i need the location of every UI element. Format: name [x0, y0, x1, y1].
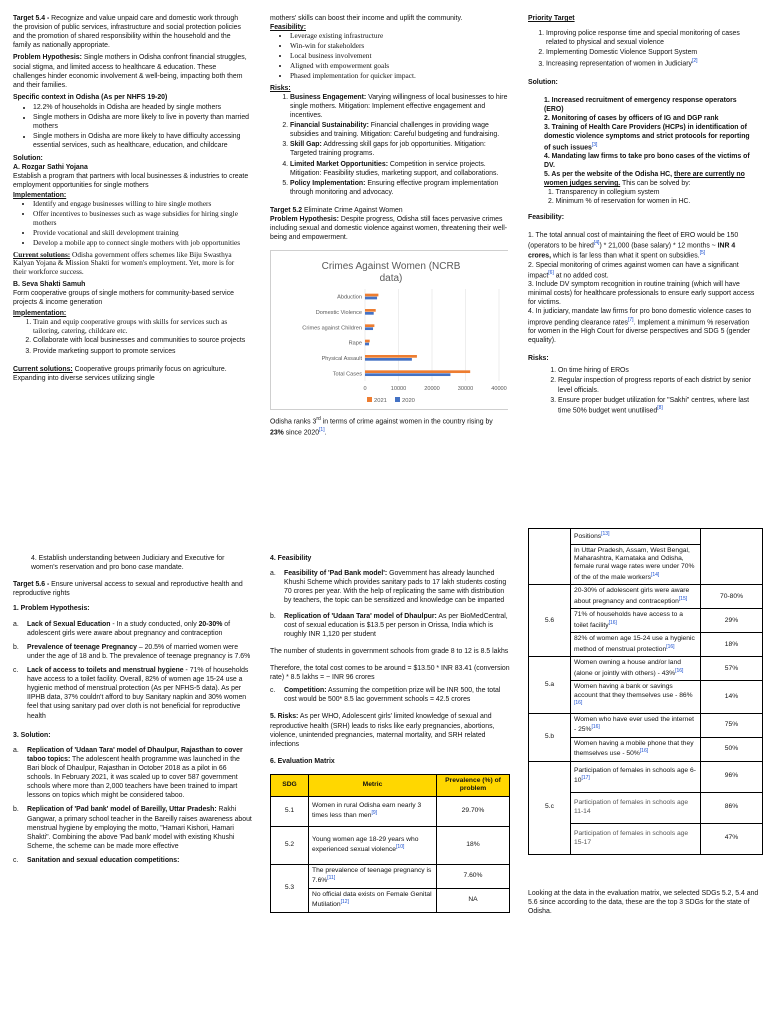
value-cell: 47%: [701, 823, 763, 854]
metric-cell: Women having a mobile phone that they themselves use - 50%[16]: [571, 737, 701, 761]
value-cell: 7.60%: [437, 864, 510, 888]
solution-point-c: c. Sanitation and sexual education competitions:: [13, 856, 180, 864]
bar-2021: [365, 355, 417, 358]
sdg-cell: 5.b: [529, 713, 571, 761]
value-cell: 18%: [437, 826, 510, 864]
y-tick-label: Physical Assault: [321, 356, 362, 363]
x-tick-label: 20000: [424, 386, 440, 393]
bar-2020: [365, 374, 450, 377]
list-item: • Local business involvement: [290, 52, 508, 61]
solution-label: Solution:: [13, 154, 43, 162]
column-6: [528, 528, 763, 1022]
feasibility-label: Feasibility:: [528, 213, 564, 221]
risks-label: Risks:: [528, 355, 549, 363]
bar-2021: [365, 294, 378, 297]
table-row: [529, 529, 763, 545]
sdg-cell: 5.3: [271, 864, 309, 912]
bar-2021: [365, 309, 376, 312]
solution-a-text: Establish a program that partners with local businesses & industries to create employment opportunities for single mothers: [13, 172, 249, 189]
list-item: 2. Monitoring of cases by officers of IG and DGP rank: [544, 115, 719, 123]
value-cell: 57%: [701, 657, 763, 681]
feasibility-list: [270, 32, 508, 80]
problem-point-c: c. Lack of access to toilets and menstrual hygiene - 71% of households have access to a toilet facility. Overall, 82% of women age 15-24 use a hygienic method of menstrual protection (As per NFHS-5 data). As per IIPHB data, 37% couldn't afford to buy Sanitary napkin and 30% women feel that using sanitary pad over cloth is not beneficial for reproductive health: [13, 666, 249, 720]
value-cell: 29%: [701, 609, 763, 633]
feasibility-c: c. Competition: Assuming the competition prize will be INR 500, the total cost would be 500* 8.5 lac government schools = 42.5 crores: [270, 687, 501, 704]
implementation-2-list: [13, 318, 249, 356]
solution-b-heading: B. Seva Shakti Samuh: [13, 281, 86, 289]
bar-2020: [365, 328, 373, 331]
solution-point-a: a. Replication of 'Udaan Tara' model of Dhaulpur, Rajasthan to cover taboo topics: The adolescent health programme was launched in the Bari block of Dhaulpur, Rajasthan in October 2018 as a pilot in 66 schools. In February 2021, it was scaled up to cover 587 government schools where more than 2,000 teachers have been trained to impart lessons on topics which might be considered taboo.: [13, 746, 243, 800]
item-4: 4. Establish understanding between Judiciary and Executive for women's reservation and pro bono case mandate.: [31, 555, 225, 572]
x-tick-label: 40000: [491, 386, 507, 393]
list-item: • Phased implementation for quicker impact.: [290, 72, 508, 81]
target-5-2: Target 5.2 Eliminate Crime Against Women: [270, 206, 403, 214]
list-item: • Offer incentives to businesses such as wage subsidies for hiring single mothers: [33, 210, 249, 228]
table-row: [529, 713, 763, 737]
list-item: • Win-win for stakeholders: [290, 42, 508, 51]
feasibility-label: Feasibility:: [270, 24, 306, 32]
list-item: 1. Transparency in collegium system: [548, 189, 660, 197]
solution-a-heading: A. Rozgar Sathi Yojana: [13, 163, 88, 171]
sdg-cell: 5.2: [271, 826, 309, 864]
legend-swatch: [367, 397, 372, 402]
column-5: [270, 554, 510, 1022]
value-cell: 70-80%: [701, 585, 763, 609]
table-header-row: [271, 774, 510, 796]
y-tick-label: Domestic Violence: [315, 310, 362, 317]
crimes-chart-svg: [271, 251, 508, 409]
bar-2020: [365, 343, 369, 346]
bar-2021: [365, 340, 370, 343]
context-heading: Specific context in Odisha (As per NHFS 19-20): [13, 93, 168, 101]
list-item: 5. As per the website of the Odisha HC, there are currently no women judges serving. This can be solved by:: [544, 171, 745, 188]
sdg-cell: 5.c: [529, 761, 571, 854]
list-item: 1. Business Engagement: Varying willingness of local businesses to hire single mothers. Mitigation: Implement effective engagement and incentives.: [290, 93, 508, 120]
list-item: 1. Increased recruitment of emergency response operators (ERO): [544, 96, 737, 114]
metric-cell: 20-30% of adolescent girls were aware about pregnancy and contraception[15]: [571, 585, 701, 609]
feasibility-b: b. Replication of 'Udaan Tara' model of Dhaulpur: As per BioMedCentral, cost of sexual education is $13.5 per person in Orissa, India which is roughly INR 1,120 per student: [270, 612, 508, 638]
value-cell: 96%: [701, 761, 763, 792]
implementation-label: Implementation:: [13, 191, 67, 199]
list-item: 3. Skill Gap: Addressing skill gaps for job opportunities. Mitigation: Targeted training programs.: [290, 140, 508, 158]
metric-cell: Women having a bank or savings account that they themselves use - 86%[16]: [571, 681, 701, 713]
sdg-cell: 5.a: [529, 657, 571, 713]
metric-cell: 71% of households have access to a toilet facility[16]: [571, 609, 701, 633]
feasibility-1: 1. The total annual cost of maintaining the fleet of ERO would be 150 (operators to be hired[4]) * 21,000 (base salary) * 12 months ~ INR 4 crores, which is far less than what it spent on subsidies.[5]: [528, 231, 739, 260]
list-item: 1. On time hiring of EROs: [558, 366, 758, 375]
feasibility-4: 4. In judiciary, mandate law firms for pro bono domestic violence cases to improve pending clearance rates[7]. Implement a minimum % reservation for women in the High Court for diverse perspectives and SDG 5 (gender equality).: [528, 308, 752, 345]
metric-cell: Participation of females in schools age 15-17: [571, 823, 701, 854]
list-item: • Leverage existing infrastructure: [290, 32, 508, 41]
table-row: [271, 864, 510, 888]
current-solutions: Current solutions: Odisha government offers schemes like Biju Swasthya Kalyan Yojana & Mission Shakti for women's employment. Yet, more is for their workforce success.: [13, 249, 235, 277]
metric-cell: No official data exists on Female Genital Mutilation[12]: [309, 888, 437, 912]
list-item: • Develop a mobile app to connect single mothers with job opportunities: [33, 239, 249, 248]
list-item: • Aligned with empowerment goals: [290, 62, 508, 71]
table-row: [271, 796, 510, 826]
value-cell: 50%: [701, 737, 763, 761]
continuation-text: mothers' skills can boost their income and uplift the community.: [270, 15, 463, 22]
list-item: • Provide vocational and skill development training: [33, 229, 249, 238]
problem-hypothesis: Problem Hypothesis: Single mothers in Odisha confront financial struggles, social stigma, and limited access to healthcare & education. These challenges hinder economic involvement & well-being, impacting both them and their families.: [13, 54, 247, 89]
list-item: 5. Policy Implementation: Ensuring effective program implementation through monitoring and advocacy.: [290, 179, 508, 197]
list-item: 3. Training of Health Care Providers (HCPs) in identification of domestic violence symptoms and strict protocols for reporting of such issues[3]: [544, 124, 750, 151]
bar-2021: [365, 325, 374, 328]
list-item: 3. Increasing representation of women in Judiciary[2]: [546, 58, 758, 68]
metric-cell: Women who have ever used the internet - 25%[16]: [571, 713, 701, 737]
legend-swatch: [395, 397, 400, 402]
y-tick-label: Abduction: [337, 295, 362, 302]
value-cell: 86%: [701, 792, 763, 823]
x-tick-label: 30000: [457, 386, 474, 393]
risks-paragraph: 5. Risks: As per WHO, Adolescent girls' limited knowledge of sexual and reproductive health (SRH) leads to risks like early pregnancies, abortions, violence, unintended pregnancies, maternal mortality, and SRH related infections: [270, 713, 495, 748]
list-item: 2. Collaborate with local businesses and communities to source projects: [33, 336, 249, 345]
metric-cell: Positions[13]: [571, 529, 701, 545]
bar-2020: [365, 312, 374, 315]
implementation-list: [13, 200, 249, 247]
list-item: 1. Improving police response time and special monitoring of cases related to physical and sexual violence: [546, 29, 758, 47]
value-cell: 75%: [701, 713, 763, 737]
list-item: 4. Mandating law firms to take pro bono cases of the victims of DV.: [544, 152, 750, 170]
metric-cell: Young women age 18-29 years who experienced sexual violence[10]: [309, 826, 437, 864]
solution-label: Solution:: [528, 78, 558, 86]
value-cell: NA: [437, 888, 510, 912]
problem-hypothesis-2: Problem Hypothesis: Despite progress, Odisha still faces pervasive crimes including sexual and domestic violence against women, threatening their well-being and empowerment.: [270, 216, 508, 242]
legend-label: 2020: [402, 398, 415, 405]
list-item: 1. Train and equip cooperative groups with skills for services such as tailoring, catering, childcare etc.: [33, 318, 249, 336]
evaluation-table-continued: [528, 528, 763, 855]
column-header: Prevalence (%) of problem: [437, 774, 510, 796]
crimes-chart: [270, 250, 508, 410]
table-row: [271, 826, 510, 864]
table-row: [529, 657, 763, 681]
legend-label: 2021: [374, 398, 387, 405]
list-item: 2. Implementing Domestic Violence Support System: [546, 48, 758, 57]
target-5-4: Target 5.4 - Recognize and value unpaid care and domestic work through the provision of public services, infrastructure and social protection policies and the promotion of shared responsibility within the household and the family as nationally appropriate.: [13, 15, 241, 50]
evaluation-table: [270, 774, 510, 913]
list-item: 2. Minimum % of reservation for women in HC.: [548, 198, 691, 206]
feasibility-3: 3. Include DV symptom recognition in routine training (which will have minimal costs) for healthcare professionals to ensure early support access for victims.: [528, 281, 755, 307]
metric-cell: Women owning a house and/or land (alone or jointly with others) - 43%[16]: [571, 657, 701, 681]
table-row: [529, 761, 763, 792]
risks-list: [270, 93, 508, 197]
solution-point-b: b. Replication of 'Pad bank' model of Bareilly, Uttar Pradesh: Rakhi Gangwar, a primary school teacher in the Bareilly raises awareness about menstrual hygiene by employing the motto, "Hamari Kishori, Hamari Shakti". Combining the above 'Pad bank' model with existing Khushi Scheme, the scheme can be made more effective: [13, 806, 252, 850]
x-tick-label: 0: [363, 386, 367, 393]
list-item: • Single mothers in Odisha are more likely to live in poverty than married mothers: [33, 113, 249, 131]
ranking-text: Odisha ranks 3rd in terms of crime against women in the country rising by 23% since 2020[1].: [270, 416, 493, 437]
problem-hypothesis-heading: 1. Problem Hypothesis:: [13, 605, 90, 613]
priority-list: [528, 29, 758, 69]
feasibility-heading: 4. Feasibility: [270, 555, 312, 562]
column-header: Metric: [309, 774, 437, 796]
bar-2020: [365, 297, 377, 300]
implementation-2-label: Implementation:: [13, 309, 67, 317]
metric-cell: Participation of females in schools age 11-14: [571, 792, 701, 823]
chart-title: data): [379, 273, 403, 285]
y-tick-label: Rape: [348, 341, 362, 348]
risks-list: [528, 366, 758, 415]
list-item: 2. Financial Sustainability: Financial challenges in providing wage subsidies and training. Mitigation: Careful budgeting and fundraising.: [290, 121, 508, 139]
solution-heading: 3. Solution:: [13, 731, 51, 739]
list-item: 3. Ensure proper budget utilization for "Sakhi" centres, where last time 50% budget went unutilised[8]: [558, 396, 758, 416]
value-cell: [701, 529, 763, 585]
conclusion-text: Looking at the data in the evaluation matrix, we selected SDGs 5.2, 5.4 and 5.6 since according to the data, these are the top 3 SDGs for the state of Odisha.: [528, 889, 759, 915]
list-item: 4. Limited Market Opportunities: Competition in service projects. Mitigation: Feasibility studies, marketing support, and collaborations.: [290, 160, 508, 178]
value-cell: 18%: [701, 633, 763, 657]
value-cell: 14%: [701, 681, 763, 713]
metric-cell: Participation of females in schools age 6-10[17]: [571, 761, 701, 792]
solution-list: [528, 96, 758, 207]
bar-2020: [365, 358, 412, 361]
list-item: 3. Provide marketing support to promote services: [33, 347, 249, 356]
feasibility-2: 2. Special monitoring of crimes against women can have a significant impact[6] at no added cost.: [528, 261, 739, 279]
solution-b-text: Form cooperative groups of single mothers for community-based service projects & income generation: [13, 290, 234, 307]
evaluation-heading: 6. Evaluation Matrix: [270, 757, 335, 765]
current-solutions-2: Current solutions: Cooperative groups primarily focus on agriculture. Expanding into diverse services utilizing single: [13, 365, 227, 382]
problem-point-b: b. Prevalence of teenage Pregnancy – 20.5% of married women were under the age of 18 and b. The prevalence of teenage pregnancy is 7.6%: [13, 643, 251, 660]
risks-label: Risks:: [270, 84, 291, 92]
column-header: SDG: [271, 774, 309, 796]
priority-heading: Priority Target: [528, 15, 575, 22]
problem-point-a: a. Lack of Sexual Education - In a study conducted, only 20-30% of adolescent girls were aware about pregnancy and contraception: [13, 620, 231, 637]
context-list: [13, 103, 249, 151]
metric-cell: In Uttar Pradesh, Assam, West Bengal, Maharashtra, Karnataka and Odisha, female rural wage rates were under 70% of the of the male workers[14]: [571, 544, 701, 585]
feasibility-a: a. Feasibility of 'Pad Bank model': Government has already launched Khushi Scheme which provides sanitary pads to 17 lakh students costing 70 crores per year. With the help of replicating the same with distribution by teachers, the topic can be sensitized and knowledge can be imparted: [270, 570, 507, 605]
cost-text: Therefore, the total cost comes to be around = $13.50 * INR 83.41 (conversion rate) * 8.5 lakhs = ~ INR 96 crores: [270, 664, 510, 682]
x-tick-label: 10000: [390, 386, 407, 393]
sdg-cell: [529, 529, 571, 585]
value-cell: 29.70%: [437, 796, 510, 826]
chart-title: Crimes Against Women (NCRB: [321, 261, 461, 273]
table-row: [529, 585, 763, 609]
metric-cell: Women in rural Odisha earn nearly 3 times less than men[9]: [309, 796, 437, 826]
target-5-6: Target 5.6 - Ensure universal access to sexual and reproductive health and reproductive rights: [13, 581, 243, 598]
list-item: • Single mothers in Odisha are more likely to have difficulty accessing essential services, such as healthcare, education, and childcare: [33, 132, 249, 150]
bar-2021: [365, 371, 470, 374]
sdg-cell: 5.1: [271, 796, 309, 826]
metric-cell: 82% of women age 15-24 use a hygienic method of menstrual protection[16]: [571, 633, 701, 657]
list-item: • 12.2% of households in Odisha are headed by single mothers: [33, 103, 249, 112]
students-text: The number of students in government schools from grade 8 to 12 is 8.5 lakhs: [270, 647, 509, 655]
column-1: [13, 14, 249, 484]
column-3: [528, 14, 758, 484]
sdg-cell: 5.6: [529, 585, 571, 657]
list-item: • Identify and engage businesses willing to hire single mothers: [33, 200, 249, 209]
column-2: [270, 14, 508, 484]
metric-cell: The prevalence of teenage pregnancy is 7.6%[11]: [309, 864, 437, 888]
column-4: [13, 554, 253, 1020]
list-item: 2. Regular inspection of progress reports of each district by senior level officials.: [558, 376, 758, 394]
y-tick-label: Crimes against Children: [302, 325, 362, 332]
y-tick-label: Total Cases: [332, 371, 362, 378]
